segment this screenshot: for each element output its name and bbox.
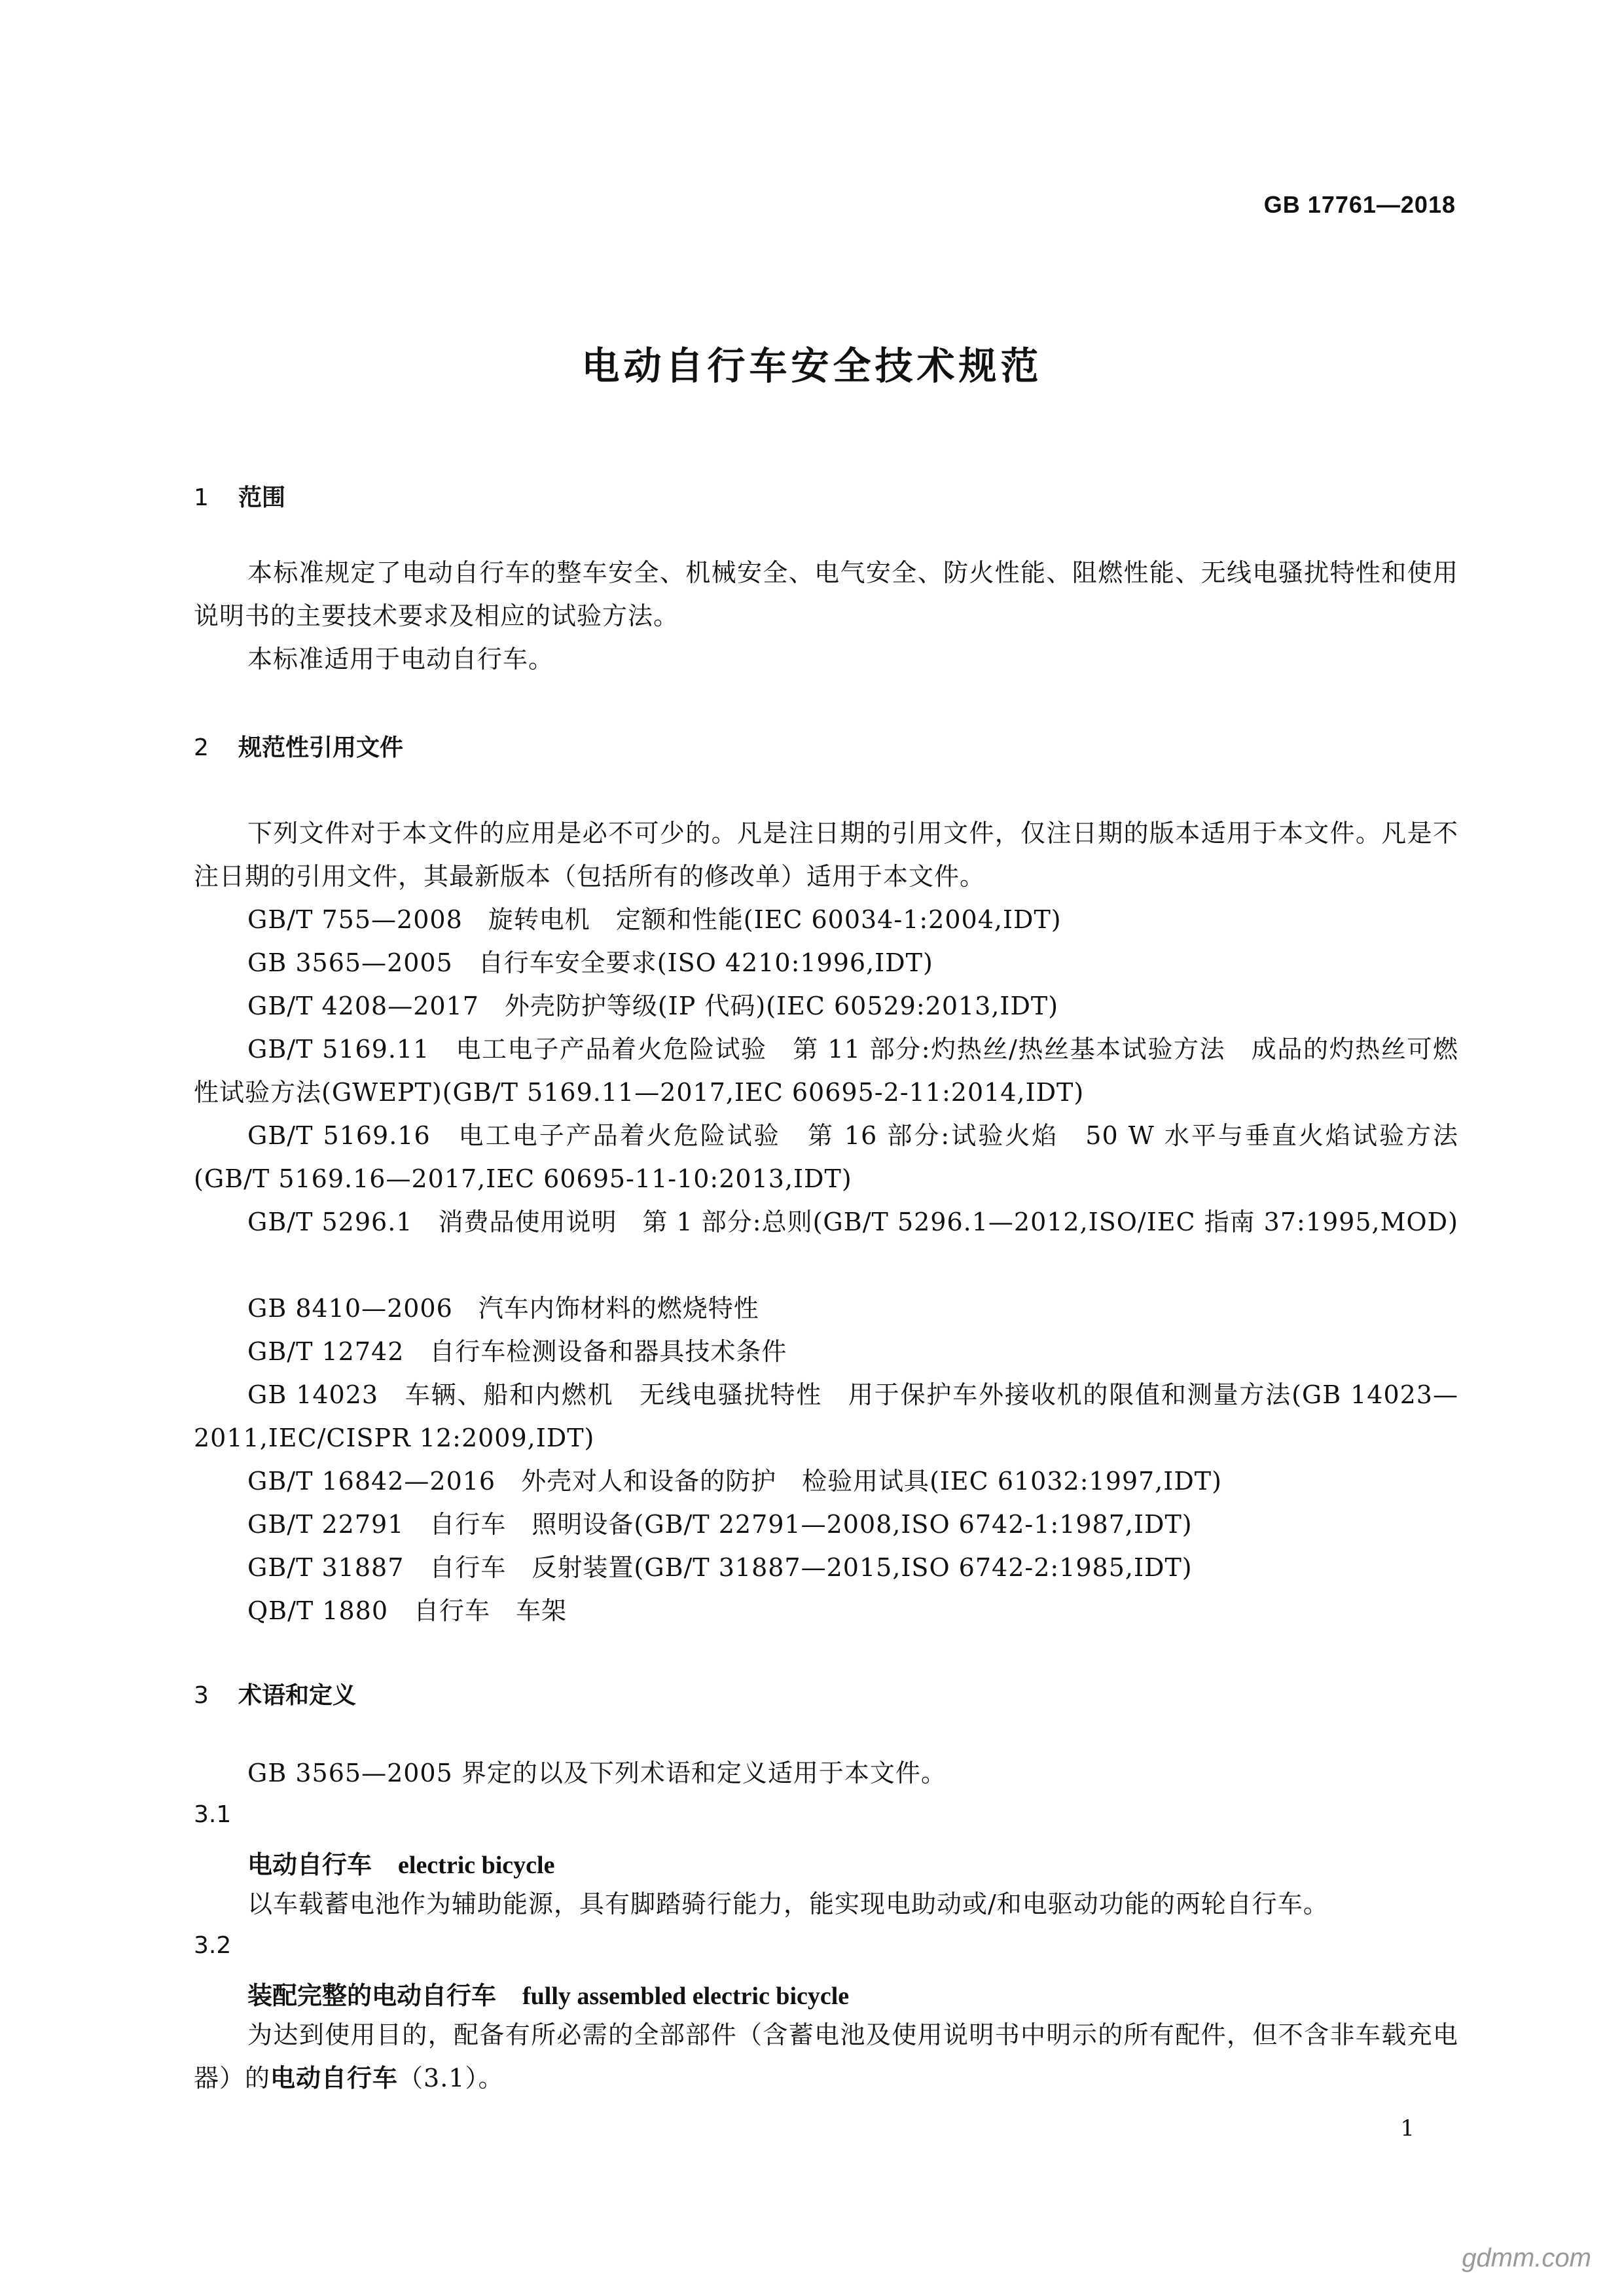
term-zh: 装配完整的电动自行车: [247, 1981, 497, 2010]
section-number: 1: [194, 484, 209, 511]
section-number: 3: [194, 1682, 209, 1709]
reference-item: GB/T 4208—2017 外壳防护等级(IP 代码)(IEC 60529:2013,IDT): [247, 992, 1059, 1020]
scope-paragraph: 本标准规定了电动自行车的整车安全、机械安全、电气安全、防火性能、阻燃性能、无线电骚扰特性和使用说明书的主要技术要求及相应的试验方法。: [194, 558, 1458, 630]
term-definition: 以车载蓄电池作为辅助能源，具有脚踏骑行能力，能实现电助动或/和电驱动功能的两轮自行车。: [247, 1890, 1329, 1918]
clause-number: 3.1: [194, 1801, 232, 1828]
scope-applicability: 本标准适用于电动自行车。: [247, 645, 554, 673]
page-title: 电动自行车安全技术规范: [581, 344, 1043, 388]
section-heading-1: [194, 479, 285, 512]
terms-intro: GB 3565—2005 界定的以及下列术语和定义适用于本文件。: [247, 1759, 947, 1787]
section-title: 术语和定义: [238, 1682, 357, 1709]
standard-code: GB 17761—2018: [1263, 191, 1456, 218]
term-heading: [247, 1844, 554, 1880]
reference-item: GB/T 22791 自行车 照明设备(GB/T 22791—2008,ISO 6742-1:1987,IDT): [247, 1510, 1193, 1539]
page-number: 1: [1400, 2115, 1415, 2142]
reference-item: GB/T 16842—2016 外壳对人和设备的防护 检验用试具(IEC 61032:1997,IDT): [247, 1467, 1222, 1496]
reference-item: GB 14023 车辆、船和内燃机 无线电骚扰特性 用于保护车外接收机的限值和测量方法(GB 14023—2011,IEC/CISPR 12:2009,IDT): [194, 1380, 1458, 1452]
term-definition: [194, 2013, 1458, 2100]
reference-item: GB/T 755—2008 旋转电机 定额和性能(IEC 60034-1:2004,IDT): [247, 905, 1062, 934]
section-title: 规范性引用文件: [238, 734, 404, 761]
references-intro: 下列文件对于本文件的应用是必不可少的。凡是注日期的引用文件，仅注日期的版本适用于本文件。凡是不注日期的引用文件，其最新版本（包括所有的修改单）适用于本文件。: [194, 819, 1458, 891]
reference-item: GB 3565—2005 自行车安全要求(ISO 4210:1996,IDT): [247, 948, 933, 977]
term-en: electric bicycle: [398, 1852, 555, 1879]
reference-item: GB/T 5296.1 消费品使用说明 第 1 部分:总则(GB/T 5296.1—2012,ISO/IEC 指南 37:1995,MOD): [247, 1208, 1458, 1236]
section-heading-3: [194, 1677, 356, 1710]
reference-item: QB/T 1880 自行车 车架: [247, 1596, 568, 1625]
term-en: fully assembled electric bicycle: [522, 1982, 850, 2010]
term-heading: [247, 1975, 849, 2011]
term-zh: 电动自行车: [247, 1850, 372, 1879]
reference-item: GB/T 31887 自行车 反射装置(GB/T 31887—2015,ISO 6742-2:1985,IDT): [247, 1553, 1193, 1582]
section-heading-2: [194, 729, 403, 762]
clause-number: 3.2: [194, 1932, 232, 1959]
watermark: gdmm.com: [1462, 2244, 1591, 2272]
reference-item: GB 8410—2006 汽车内饰材料的燃烧特性: [247, 1294, 759, 1323]
section-number: 2: [194, 734, 209, 761]
definition-term-ref: 电动自行车: [270, 2064, 399, 2092]
reference-item: GB/T 5169.11 电工电子产品着火危险试验 第 11 部分:灼热丝/热丝基本试验方法 成品的灼热丝可燃性试验方法(GWEPT)(GB/T 5169.11—2017,IEC 60695-2-11:2014,IDT): [194, 1035, 1458, 1107]
reference-item: GB/T 5169.16 电工电子产品着火危险试验 第 16 部分:试验火焰 50 W 水平与垂直火焰试验方法(GB/T 5169.16—2017,IEC 60695-11-10:2013,IDT): [194, 1121, 1458, 1193]
definition-clause-ref: （3.1）。: [398, 2064, 504, 2092]
definition-text: 为达到使用目的，配备有所必需的全部部件（含蓄电池及使用说明书中明示的所有配件，但不含非车载充电器）的: [194, 2020, 1458, 2092]
section-title: 范围: [238, 484, 286, 511]
reference-item: GB/T 12742 自行车检测设备和器具技术条件: [247, 1337, 787, 1366]
